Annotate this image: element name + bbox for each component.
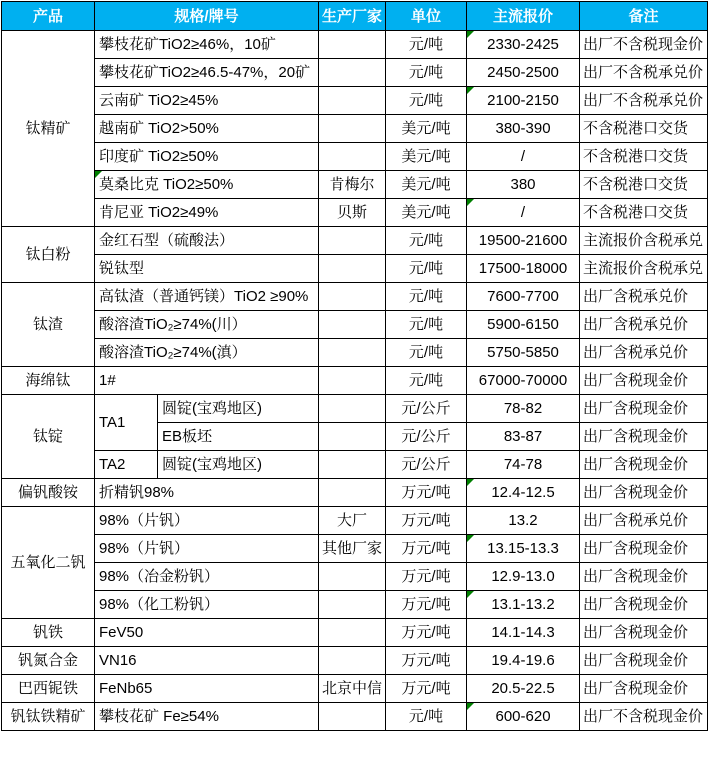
table-row — [2, 31, 708, 59]
cell-price: 380 — [467, 171, 580, 199]
cell-remark: 出厂含税现金价 — [580, 423, 708, 451]
cell-manufacturer — [319, 451, 386, 479]
cell-price — [467, 199, 580, 227]
cell-price — [467, 87, 580, 115]
cell-price: 17500-18000 — [467, 255, 580, 283]
cell-manufacturer — [319, 423, 386, 451]
cell-spec-sub: 圆锭(宝鸡地区) — [158, 395, 319, 423]
cell-unit: 美元/吨 — [386, 199, 467, 227]
cell-unit: 元/公斤 — [386, 451, 467, 479]
cell-price — [467, 479, 580, 507]
cell-remark: 出厂含税承兑价 — [580, 339, 708, 367]
cell-spec: 酸溶渣TiO₂≥74%(滇） — [95, 339, 319, 367]
cell-manufacturer — [319, 619, 386, 647]
cell-unit: 元/公斤 — [386, 423, 467, 451]
cell-spec: 98%（片钒） — [95, 535, 319, 563]
price-text: 12.4-12.5 — [491, 484, 555, 501]
cell-manufacturer — [319, 563, 386, 591]
price-text: / — [520, 204, 526, 221]
cell-spec: 印度矿 TiO2≥50% — [95, 143, 319, 171]
table-row — [2, 563, 708, 591]
cell-remark: 出厂含税现金价 — [580, 451, 708, 479]
table-row — [2, 535, 708, 563]
cell-spec-sub: EB板坯 — [158, 423, 319, 451]
cell-unit: 万元/吨 — [386, 591, 467, 619]
cell-price: 19500-21600 — [467, 227, 580, 255]
table-row — [2, 675, 708, 703]
cell-spec: 金红石型（硫酸法） — [95, 227, 319, 255]
cell-manufacturer — [319, 703, 386, 731]
cell-unit: 美元/吨 — [386, 143, 467, 171]
table-row — [2, 451, 708, 479]
table-row — [2, 115, 708, 143]
cell-unit: 万元/吨 — [386, 507, 467, 535]
cell-manufacturer — [319, 283, 386, 311]
cell-price: 83-87 — [467, 423, 580, 451]
header-unit: 单位 — [386, 2, 467, 31]
note-flag-icon — [467, 703, 474, 710]
cell-unit: 万元/吨 — [386, 619, 467, 647]
table-row — [2, 255, 708, 283]
cell-spec: 肯尼亚 TiO2≥49% — [95, 199, 319, 227]
cell-spec: 锐钛型 — [95, 255, 319, 283]
table-row — [2, 199, 708, 227]
cell-spec-sub: 圆锭(宝鸡地区) — [158, 451, 319, 479]
cell-spec — [95, 31, 319, 59]
cell-price: 14.1-14.3 — [467, 619, 580, 647]
header-remark: 备注 — [580, 2, 708, 31]
header-product: 产品 — [2, 2, 95, 31]
cell-manufacturer — [319, 591, 386, 619]
cell-price: 5900-6150 — [467, 311, 580, 339]
cell-manufacturer — [319, 647, 386, 675]
cell-remark: 出厂含税承兑价 — [580, 507, 708, 535]
cell-product-vn-alloy: 钒氮合金 — [2, 647, 95, 675]
cell-price: 13.2 — [467, 507, 580, 535]
cell-spec — [95, 171, 319, 199]
cell-remark: 出厂含税现金价 — [580, 563, 708, 591]
cell-unit: 元/吨 — [386, 59, 467, 87]
spec-text: 莫桑比克 TiO2≥50% — [99, 176, 234, 193]
table-row — [2, 395, 708, 423]
cell-remark: 主流报价含税承兑 — [580, 227, 708, 255]
cell-manufacturer: 贝斯 — [319, 199, 386, 227]
cell-spec: 云南矿 TiO2≥45% — [95, 87, 319, 115]
cell-remark: 出厂不含税承兑价 — [580, 59, 708, 87]
cell-remark: 出厂含税现金价 — [580, 479, 708, 507]
table-row — [2, 311, 708, 339]
header-manufacturer: 生产厂家 — [319, 2, 386, 31]
cell-price: / — [467, 143, 580, 171]
cell-product-v2o5: 五氧化二钒 — [2, 507, 95, 619]
cell-price — [467, 591, 580, 619]
cell-remark: 出厂含税现金价 — [580, 619, 708, 647]
spec-text: 攀枝花矿TiO2≥46%，10矿 — [99, 36, 276, 53]
price-text: 2330-2425 — [487, 36, 559, 53]
cell-manufacturer — [319, 395, 386, 423]
cell-unit: 元/吨 — [386, 367, 467, 395]
table-row — [2, 619, 708, 647]
cell-spec-grade: TA2 — [95, 451, 158, 479]
cell-unit: 元/吨 — [386, 31, 467, 59]
cell-price — [467, 535, 580, 563]
cell-manufacturer: 北京中信 — [319, 675, 386, 703]
cell-spec: 酸溶渣TiO₂≥74%(川） — [95, 311, 319, 339]
table-row — [2, 339, 708, 367]
table-row — [2, 283, 708, 311]
price-text: 600-620 — [495, 708, 551, 725]
cell-spec: FeNb65 — [95, 675, 319, 703]
cell-unit: 元/吨 — [386, 255, 467, 283]
table-row — [2, 171, 708, 199]
cell-manufacturer — [319, 367, 386, 395]
cell-remark: 出厂含税承兑价 — [580, 311, 708, 339]
cell-unit: 万元/吨 — [386, 479, 467, 507]
cell-unit: 元/吨 — [386, 87, 467, 115]
cell-spec: 越南矿 TiO2>50% — [95, 115, 319, 143]
header-row — [2, 2, 708, 31]
table-row — [2, 59, 708, 87]
cell-manufacturer — [319, 87, 386, 115]
table-row — [2, 367, 708, 395]
cell-price: 78-82 — [467, 395, 580, 423]
cell-price: 2450-2500 — [467, 59, 580, 87]
cell-spec: 1# — [95, 367, 319, 395]
table-row — [2, 703, 708, 731]
cell-manufacturer: 大厂 — [319, 507, 386, 535]
cell-product-ti-ingot: 钛锭 — [2, 395, 95, 479]
price-text: 2100-2150 — [487, 92, 559, 109]
cell-remark: 出厂含税现金价 — [580, 591, 708, 619]
cell-product-fenb: 巴西铌铁 — [2, 675, 95, 703]
cell-manufacturer — [319, 115, 386, 143]
cell-unit: 元/吨 — [386, 227, 467, 255]
cell-remark: 出厂含税现金价 — [580, 675, 708, 703]
cell-unit: 万元/吨 — [386, 647, 467, 675]
cell-remark: 出厂不含税现金价 — [580, 31, 708, 59]
cell-unit: 美元/吨 — [386, 115, 467, 143]
table-row — [2, 507, 708, 535]
note-flag-icon — [467, 535, 474, 542]
cell-product-sponge-ti: 海绵钛 — [2, 367, 95, 395]
cell-unit: 万元/吨 — [386, 675, 467, 703]
cell-price — [467, 31, 580, 59]
cell-unit: 元/吨 — [386, 283, 467, 311]
cell-price: 380-390 — [467, 115, 580, 143]
cell-unit: 元/吨 — [386, 339, 467, 367]
cell-unit: 元/吨 — [386, 311, 467, 339]
header-price: 主流报价 — [467, 2, 580, 31]
cell-price: 7600-7700 — [467, 283, 580, 311]
cell-manufacturer: 肯梅尔 — [319, 171, 386, 199]
cell-remark: 不含税港口交货 — [580, 143, 708, 171]
cell-unit: 美元/吨 — [386, 171, 467, 199]
cell-remark: 不含税港口交货 — [580, 115, 708, 143]
cell-spec: VN16 — [95, 647, 319, 675]
cell-spec: FeV50 — [95, 619, 319, 647]
commodity-price-table — [1, 1, 708, 731]
cell-product-vti-concentrate: 钒钛铁精矿 — [2, 703, 95, 731]
cell-spec: 攀枝花矿 Fe≥54% — [95, 703, 319, 731]
cell-price: 19.4-19.6 — [467, 647, 580, 675]
cell-price: 12.9-13.0 — [467, 563, 580, 591]
cell-unit: 万元/吨 — [386, 563, 467, 591]
cell-product-ti-concentrate: 钛精矿 — [2, 31, 95, 227]
cell-unit: 元/吨 — [386, 703, 467, 731]
cell-product-fev: 钒铁 — [2, 619, 95, 647]
cell-product-ti-dioxide: 钛白粉 — [2, 227, 95, 283]
note-flag-icon — [95, 171, 102, 178]
cell-price — [467, 703, 580, 731]
note-flag-icon — [467, 199, 474, 206]
cell-manufacturer: 其他厂家 — [319, 535, 386, 563]
cell-spec: 攀枝花矿TiO2≥46.5-47%，20矿 — [95, 59, 319, 87]
cell-product-ammonium-metavanadate: 偏钒酸铵 — [2, 479, 95, 507]
cell-manufacturer — [319, 339, 386, 367]
cell-manufacturer — [319, 59, 386, 87]
cell-price: 74-78 — [467, 451, 580, 479]
table-row — [2, 227, 708, 255]
cell-manufacturer — [319, 31, 386, 59]
price-text: 13.15-13.3 — [487, 540, 559, 557]
cell-manufacturer — [319, 227, 386, 255]
cell-spec-grade: TA1 — [95, 395, 158, 451]
cell-unit: 元/公斤 — [386, 395, 467, 423]
header-spec: 规格/牌号 — [95, 2, 319, 31]
table-row — [2, 87, 708, 115]
cell-spec: 折精钒98% — [95, 479, 319, 507]
note-flag-icon — [467, 31, 474, 38]
cell-remark: 出厂含税现金价 — [580, 395, 708, 423]
cell-remark: 出厂含税承兑价 — [580, 283, 708, 311]
note-flag-icon — [467, 87, 474, 94]
cell-price: 5750-5850 — [467, 339, 580, 367]
cell-manufacturer — [319, 311, 386, 339]
cell-remark: 出厂不含税承兑价 — [580, 87, 708, 115]
cell-product-ti-slag: 钛渣 — [2, 283, 95, 367]
cell-manufacturer — [319, 255, 386, 283]
cell-manufacturer — [319, 479, 386, 507]
cell-remark: 出厂含税现金价 — [580, 367, 708, 395]
cell-remark: 出厂含税现金价 — [580, 647, 708, 675]
table-row — [2, 647, 708, 675]
table-row — [2, 479, 708, 507]
cell-spec: 98%（片钒） — [95, 507, 319, 535]
cell-spec: 98%（冶金粉钒） — [95, 563, 319, 591]
cell-spec: 98%（化工粉钒） — [95, 591, 319, 619]
cell-manufacturer — [319, 143, 386, 171]
cell-unit: 万元/吨 — [386, 535, 467, 563]
note-flag-icon — [467, 591, 474, 598]
cell-spec: 高钛渣（普通钙镁）TiO2 ≥90% — [95, 283, 319, 311]
cell-remark: 出厂不含税现金价 — [580, 703, 708, 731]
cell-remark: 不含税港口交货 — [580, 199, 708, 227]
cell-price: 20.5-22.5 — [467, 675, 580, 703]
note-flag-icon — [467, 479, 474, 486]
table-row — [2, 591, 708, 619]
table-row — [2, 143, 708, 171]
cell-price: 67000-70000 — [467, 367, 580, 395]
cell-remark: 出厂含税现金价 — [580, 535, 708, 563]
cell-remark: 不含税港口交货 — [580, 171, 708, 199]
cell-remark: 主流报价含税承兑 — [580, 255, 708, 283]
price-text: 13.1-13.2 — [491, 596, 555, 613]
